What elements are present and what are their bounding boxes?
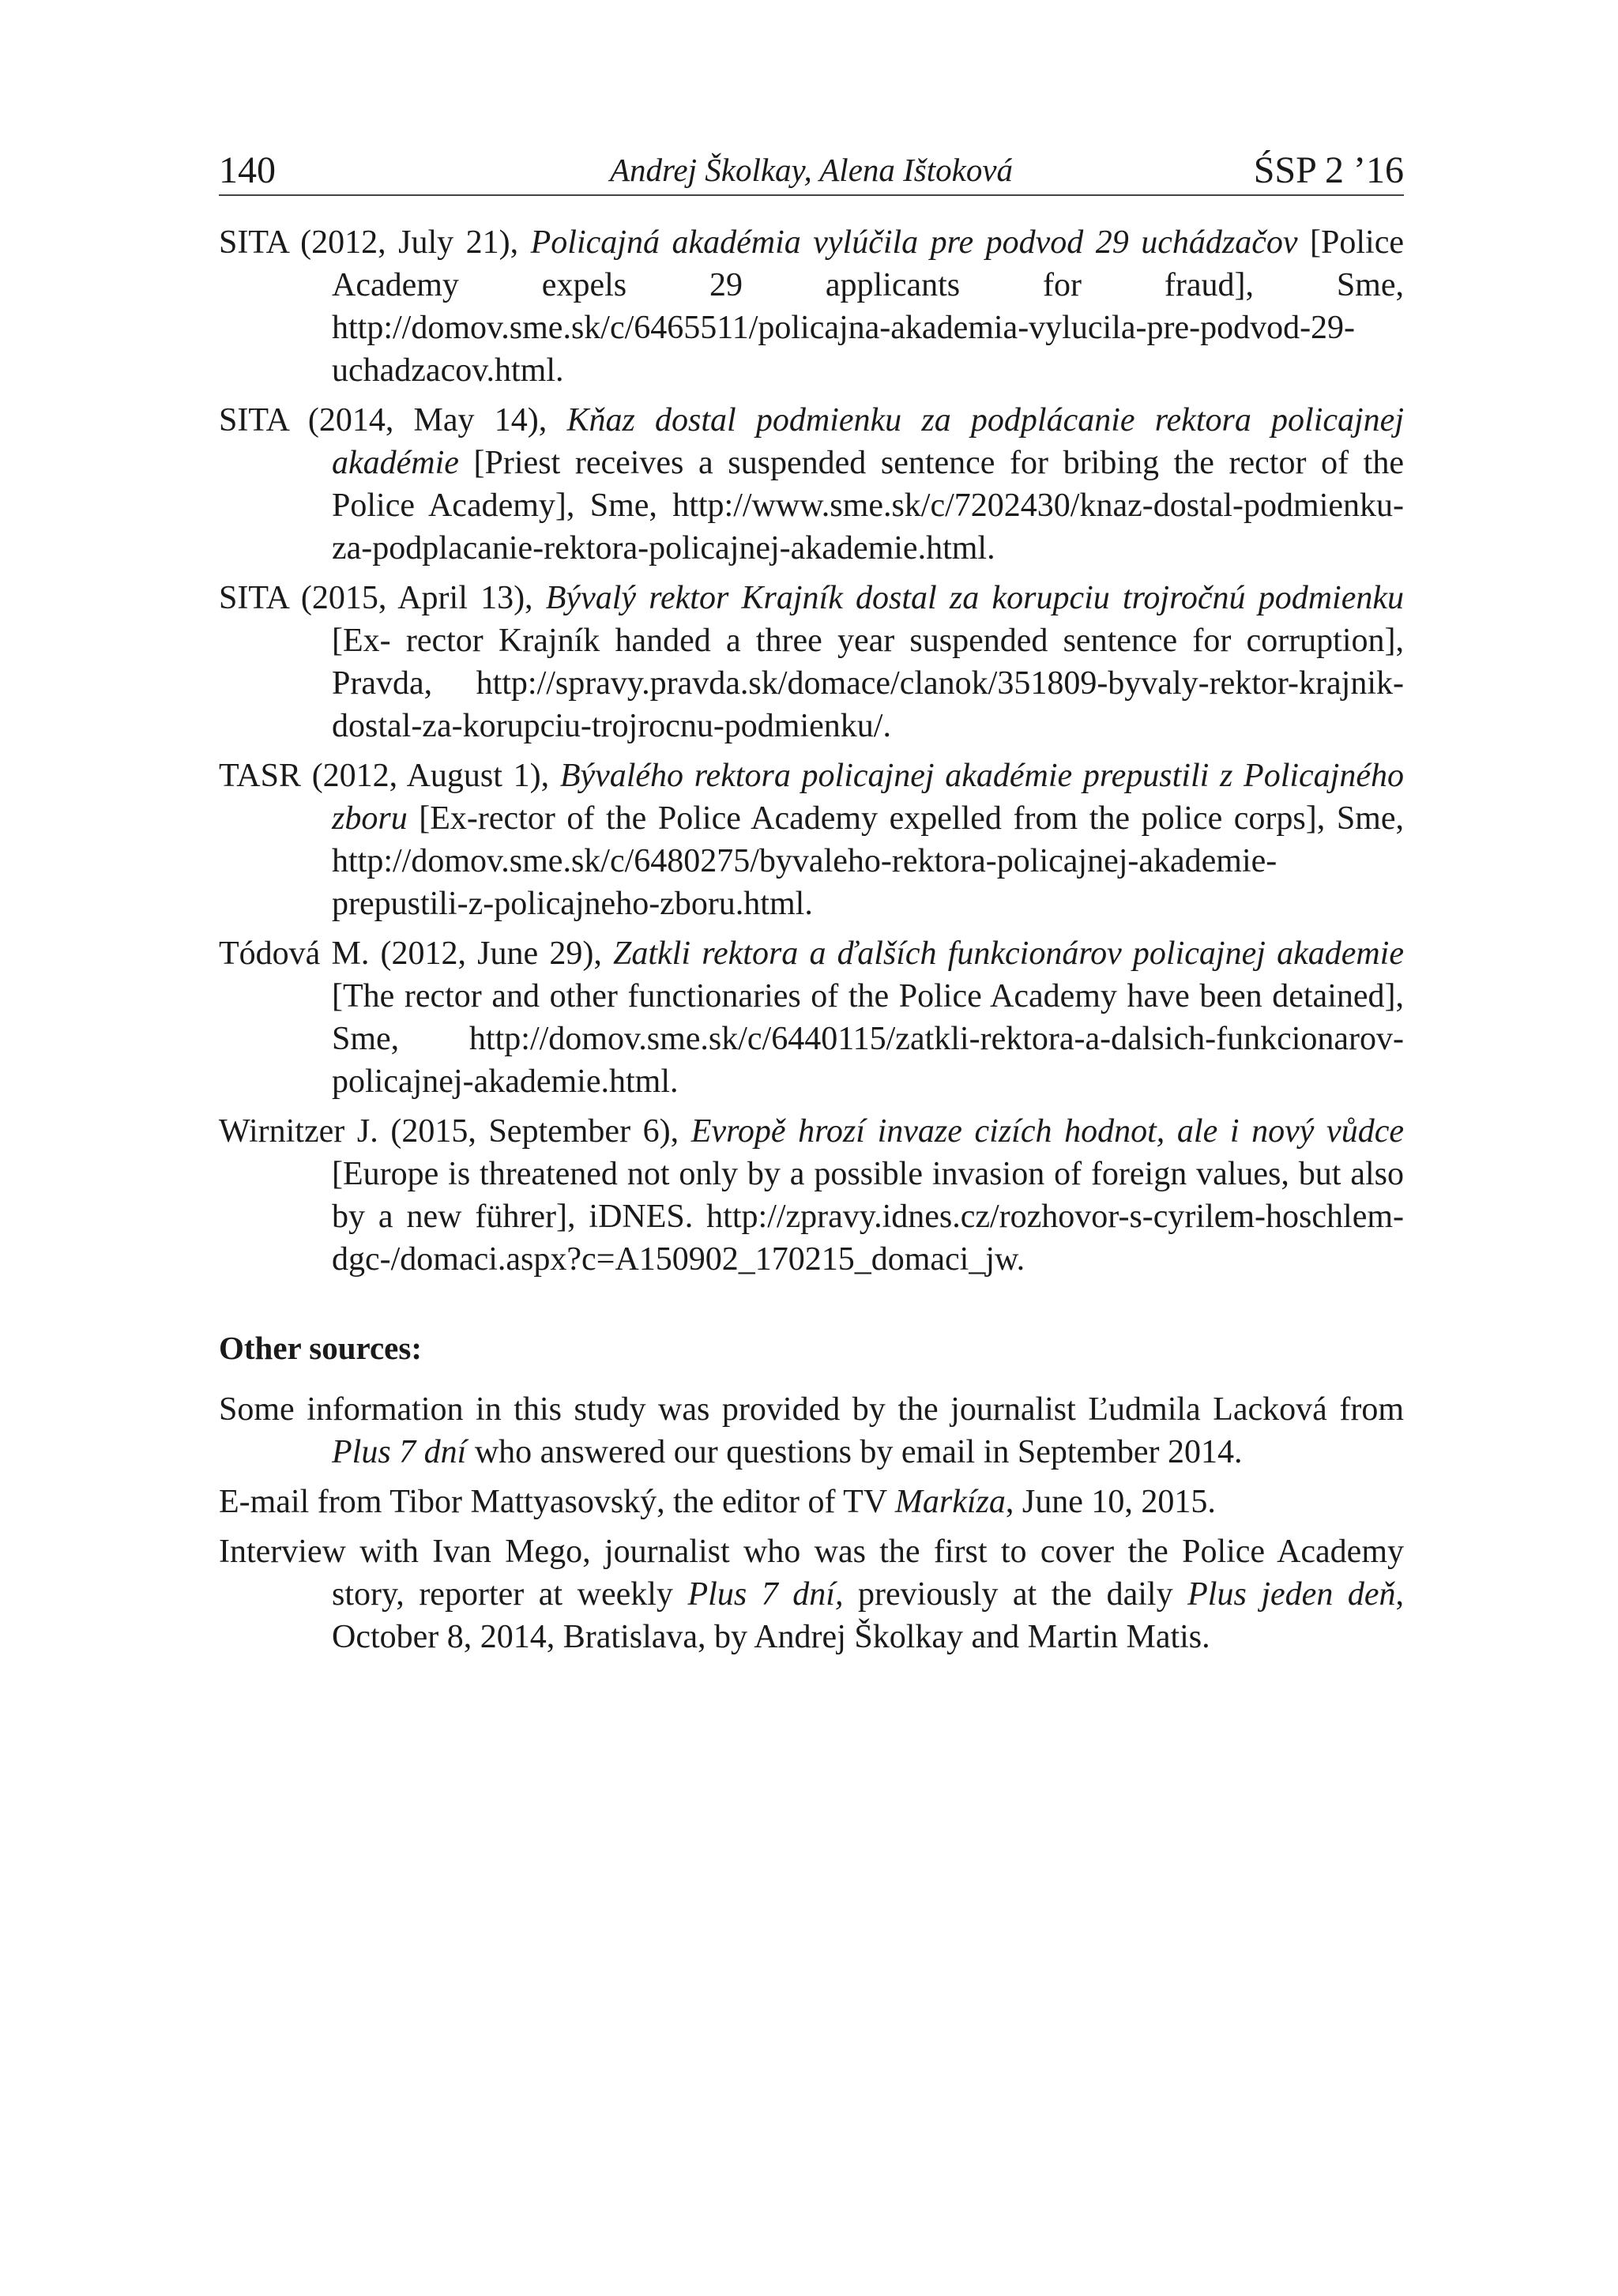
- other-source-text: E-mail from Tibor Mattyasovský, the editor of TV: [219, 1484, 895, 1520]
- other-source-italic: Plus 7 dní: [332, 1434, 467, 1470]
- other-source-entry: [219, 1530, 1404, 1658]
- reference-author-date: Tódová M. (2012, June 29),: [219, 935, 614, 972]
- reference-details: [Ex-rector of the Police Academy expelled from the police corps], Sme, http://domov.sme.sk/c/6480275/byvaleho-rektora-policajnej-akademie-prepustili-z-policajneho-zboru.html.: [332, 800, 1404, 922]
- other-source-text: Interview with Ivan Mego, journalist who was the first to cover the Police Academy story, reporter at weekly: [219, 1534, 1404, 1613]
- other-source-italic: Plus 7 dní,: [687, 1576, 844, 1613]
- reference-title: Policajná akadémia vylúčila pre podvod 29 uchádzačov: [530, 224, 1298, 261]
- reference-entry: [219, 221, 1404, 392]
- reference-details: [Police Academy expels 29 applicants for fraud], Sme, http://domov.sme.sk/c/6465511/policajna-akademia-vylucila-pre-podvod-29-uchadzacov.html.: [332, 224, 1404, 389]
- other-source-italic: Plus jeden deň: [1187, 1576, 1396, 1613]
- page-number: 140: [219, 149, 276, 191]
- other-source-text: who answered our questions by email in September 2014.: [466, 1434, 1243, 1470]
- other-source-entry: [219, 1481, 1404, 1523]
- other-sources-heading: Other sources:: [219, 1330, 422, 1366]
- other-source-text: , October 8, 2014, Bratislava, by Andrej Školkay and Martin Matis.: [332, 1576, 1405, 1655]
- reference-entry: [219, 399, 1404, 570]
- reference-title: Kňaz dostal podmienku za podplácanie rektora policajnej akadémie: [332, 402, 1404, 481]
- reference-title: Bývalý rektor Krajník dostal za korupciu trojročnú podmienku: [545, 580, 1404, 616]
- other-source-italic: Markíza: [894, 1484, 1006, 1520]
- running-header: [219, 142, 1404, 196]
- other-sources-list: [219, 1388, 1404, 1658]
- reference-details: [Ex- rector Krajník handed a three year suspended sentence for corruption], Pravda, http://spravy.pravda.sk/domace/clanok/351809-byvaly-rektor-krajnik-dostal-za-korupciu-trojrocnu-podmienku/.: [332, 623, 1404, 744]
- page: [219, 142, 1404, 1666]
- reference-author-date: SITA (2012, July 21),: [219, 224, 531, 261]
- reference-title: Bývalého rektora policajnej akadémie prepustili z Policajného zboru: [332, 758, 1404, 837]
- reference-entry: [219, 1110, 1404, 1281]
- reference-entry: [219, 577, 1404, 747]
- other-source-text: Some information in this study was provided by the journalist Ľudmila Lacková from: [219, 1391, 1404, 1428]
- reference-details: [The rector and other functionaries of the Police Academy have been detained], Sme, http://domov.sme.sk/c/6440115/zatkli-rektora-a-dalsich-funkcionarov-policajnej-akademie.html.: [332, 978, 1404, 1100]
- running-header-journal: ŚSP 2 ’16: [1253, 149, 1404, 191]
- reference-details: [Priest receives a suspended sentence for bribing the rector of the Police Academy], Sme, http://www.sme.sk/c/7202430/knaz-dostal-podmienku-za-podplacanie-rektora-policajnej-akademie.html.: [332, 445, 1404, 566]
- reference-author-date: TASR (2012, August 1),: [219, 758, 560, 794]
- other-source-text: , June 10, 2015.: [1005, 1484, 1216, 1520]
- running-header-authors: Andrej Školkay, Alena Ištoková: [609, 152, 1014, 188]
- reference-title: Evropě hrozí invaze cizích hodnot, ale i nový vůdce: [690, 1113, 1404, 1150]
- reference-details: [Europe is threatened not only by a possible invasion of foreign values, but also by a new führer], iDNES. http://zpravy.idnes.cz/rozhovor-s-cyrilem-hoschlem-dgc-/domaci.aspx?c=A150902_170215_domaci_jw.: [332, 1156, 1404, 1278]
- reference-list: [219, 221, 1404, 1281]
- reference-author-date: Wirnitzer J. (2015, September 6),: [219, 1113, 691, 1150]
- other-source-entry: [219, 1388, 1404, 1474]
- reference-title: Zatkli rektora a ďalších funkcionárov policajnej akademie: [613, 935, 1404, 972]
- reference-author-date: SITA (2015, April 13),: [219, 580, 546, 616]
- other-source-text: previously at the daily: [843, 1576, 1188, 1613]
- reference-entry: [219, 755, 1404, 925]
- reference-author-date: SITA (2014, May 14),: [219, 402, 567, 438]
- reference-entry: [219, 932, 1404, 1103]
